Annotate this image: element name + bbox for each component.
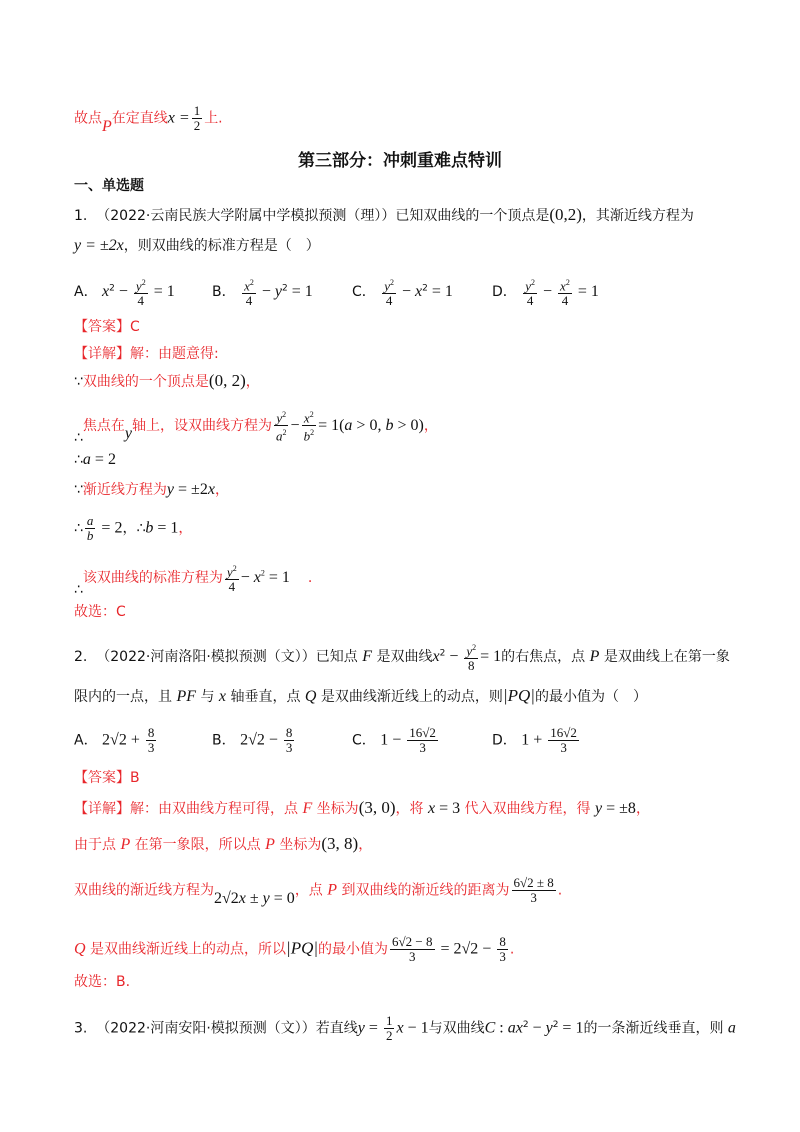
- q1-option-a: A． $x^2$ − $\frac{y^2}{4}$ = 1: [74, 278, 175, 309]
- q2-choose: 故选：B.: [74, 974, 131, 990]
- half-fraction: [192, 104, 203, 133]
- q1-choose: 故选：C: [74, 604, 126, 620]
- q2-answer: [74, 768, 140, 788]
- q2-step-3: 双曲线的渐近线方程为2√2x ± y = 0，点 P 到双曲线的渐近线的距离为 $\frac{6√2 \pm 8}{3}$ .: [74, 875, 563, 907]
- q1-option-c: C． $\frac{y^2}{4}$ − $x^2 = 1$: [352, 278, 453, 309]
- q1-number: 1.: [74, 208, 88, 224]
- q2-option-b: B． 2√2 − $\frac{8}{3}$: [212, 725, 293, 755]
- q1-step-3: ∴a = 2: [74, 451, 116, 468]
- q1-option-b-label: B．: [212, 284, 236, 301]
- q2-step-4: Q 是双曲线渐近线上的动点，所以|PQ|的最小值为 $\frac{6√2 - 8}{3}$ = 2√2 − $\frac{8}{3}$ .: [74, 934, 515, 964]
- q1-option-c-label: C．: [352, 284, 376, 301]
- q2-step-2: 由于点 P 在第一象限，所以点 P 坐标为(3, 8)，: [74, 834, 373, 853]
- q1-answer: [74, 317, 140, 337]
- conclusion-middle: 在定直线: [111, 110, 168, 127]
- q2-step-1: 【详解】解：由双曲线方程可得，点 F 坐标为(3, 0)，将 x = 3 代入双曲线方程，得 y = ±8，: [74, 798, 650, 817]
- q1-detail-intro: 解：由题意得:: [130, 346, 219, 362]
- half-num: 1: [193, 103, 201, 118]
- q1-vertex: (0,2): [549, 205, 582, 224]
- q2-option-a: A． 2√2 + $\frac{8}{3}$: [74, 725, 155, 755]
- q2-option-d: D． 1 + $\frac{16√2}{3}$: [492, 725, 577, 755]
- q2-source: （2022·河南洛阳·模拟预测（文））: [96, 649, 316, 666]
- q1-answer-value: C: [130, 319, 140, 335]
- var-p: P: [102, 117, 112, 135]
- q1-stem-a: 已知双曲线的一个顶点是: [395, 208, 550, 224]
- q1-source: （2022·云南民族大学附属中学模拟预测（理））: [96, 208, 396, 224]
- q2-answer-value: B: [130, 770, 140, 786]
- q2-option-c-label: C．: [352, 732, 376, 749]
- q1-step-4: ∵渐近线方程为y = ±2x，: [74, 481, 229, 498]
- conclusion-suffix: 上.: [204, 110, 223, 127]
- q1-asymptote: y = ±2x: [74, 237, 124, 254]
- q3-number: 3.: [74, 1020, 88, 1037]
- q2-option-c: C． 1 − $\frac{16√2}{3}$: [352, 725, 436, 755]
- q2-option-d-label: D．: [492, 732, 517, 749]
- line-equation: x =: [167, 109, 190, 127]
- q1-step-2: ∴焦点在y轴上，设双曲线方程为 $\frac{y^2}{a^2}$ − $\frac{x^2}{b^2}$ = 1(a > 0, b > 0)，: [74, 410, 438, 446]
- conclusion-line: [74, 104, 223, 133]
- q2-option-a-label: A．: [74, 732, 98, 749]
- q1-stem-b: ，其渐近线方程为: [581, 208, 694, 224]
- q2-detail-tag: 【详解】: [74, 801, 130, 817]
- q1-stem-line2: [74, 236, 320, 256]
- q1-option-d-label: D．: [492, 284, 517, 301]
- q1-detail-tag: 【详解】: [74, 346, 130, 362]
- q3-source: （2022·河南安阳·模拟预测（文））: [96, 1020, 316, 1037]
- conclusion-prefix: 故点: [74, 110, 102, 127]
- q2-number: 2.: [74, 649, 88, 666]
- q1-stem-line1: [74, 205, 694, 226]
- q1-option-a-label: A．: [74, 284, 98, 301]
- q1-detail: [74, 344, 219, 364]
- q2-stem-line1: 2. （2022·河南洛阳·模拟预测（文））已知点 F 是双曲线$x^2$ − $\frac{y^2}{8}$ = 1的右焦点，点 P 是双曲线上在第一象: [74, 643, 730, 674]
- q1-option-b: B． $\frac{x^2}{4}$ − $y^2 = 1$: [212, 278, 313, 309]
- section-title: 第三部分：冲刺重难点特训: [298, 151, 502, 171]
- q1-option-d: D． $\frac{y^2}{4}$ − $\frac{x^2}{4}$ = 1: [492, 278, 599, 309]
- q1-stem-c: ，则双曲线的标准方程是（ ）: [123, 238, 320, 254]
- q2-option-b-label: B．: [212, 732, 236, 749]
- q1-step-1: ∵双曲线的一个顶点是(0, 2)，: [74, 371, 260, 390]
- q3-stem: 3. （2022·河南安阳·模拟预测（文））若直线y = $\frac{1}{2}$ x − 1与双曲线C : $ax^2 - y^2 = 1$的一条渐近线垂直，则 a: [74, 1013, 736, 1043]
- q2-stem-line2: 限内的一点，且 PF 与 x 轴垂直，点 Q 是双曲线渐近线上的动点，则|PQ|的最小值为（ ）: [74, 686, 647, 705]
- q1-step-6: ∴该双曲线的标准方程为 $\frac{y^2}{4}$ − $x^2 = 1$ .: [74, 564, 313, 599]
- q2-answer-tag: 【答案】: [74, 770, 130, 786]
- subsection-title: 一、单选题: [74, 178, 144, 194]
- q1-step-5: ∴ $\frac{a}{b}$ = 2，∴b = 1，: [74, 513, 193, 543]
- q1-answer-tag: 【答案】: [74, 319, 130, 335]
- half-den: 2: [193, 118, 201, 133]
